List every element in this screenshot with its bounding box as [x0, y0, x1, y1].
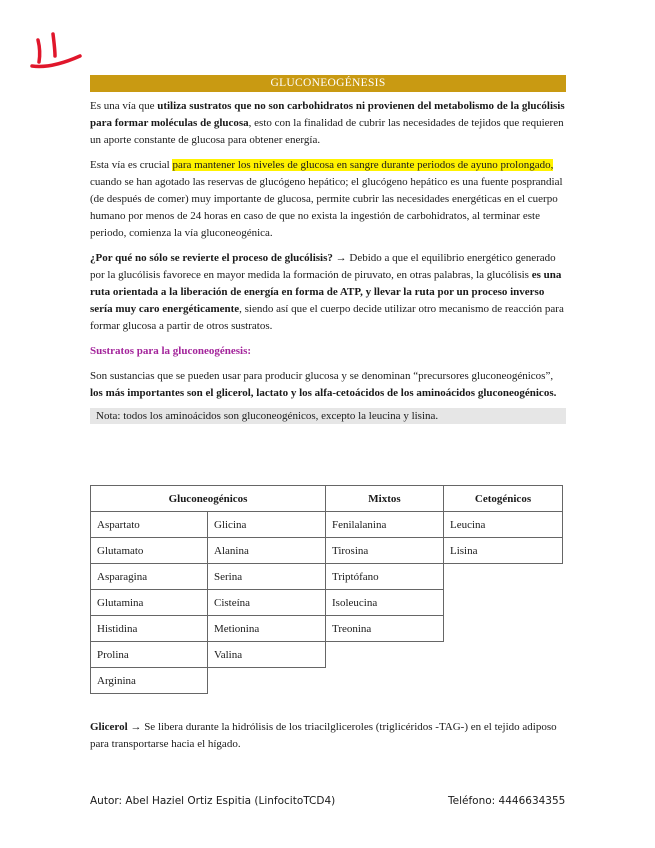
header-gluconeogenicos: Gluconeogénicos: [91, 486, 326, 512]
paragraph-glicerol: Glicerol → Se libera durante la hidrólisis de los triacilgliceroles (triglicéridos -TAG-) en el tejido adiposo para transportarse hacia el hígado.: [90, 721, 557, 750]
amino-acid-table: [90, 485, 563, 694]
amino-acid-table-wrap: [90, 485, 563, 694]
header-cetogenicos: Cetogénicos: [444, 486, 563, 512]
paragraph-substrates: Son sustancias que se pueden usar para producir glucosa y se denominan “precursores gluconeogénicos”, los más importantes son el glicerol, lactato y los alfa-cetoácidos de los aminoácidos gluconeogénicos.: [90, 370, 557, 399]
page-title: GLUCONEOGÉNESIS: [90, 75, 566, 92]
main-content: [90, 98, 566, 432]
footer-phone: Teléfono: 4446634355: [448, 795, 566, 807]
table-row: Asparagina Serina Triptófano: [91, 564, 563, 590]
paragraph-importance: Esta vía es crucial para mantener los niveles de glucosa en sangre durante periodos de ayuno prolongado, cuando se han agotado las reservas de glucógeno hepático; el glucógeno hepático es una fuente posprandial (de después de comer) muy importante de glucosa, permite cubrir las necesidades energéticas en el cuerpo humano por menos de 24 horas en caso de que no exista la ingestión de carbohidratos, al terminar este periodo, comienza la vía gluconeogénica.: [90, 159, 563, 239]
table-row: Aspartato Glicina Fenilalanina Leucina: [91, 512, 563, 538]
section-subtitle: Sustratos para la gluconeogénesis:: [90, 345, 252, 357]
footer-author: Autor: Abel Haziel Ortiz Espitia (LinfocitoTCD4): [90, 795, 336, 807]
note-box: Nota: todos los aminoácidos son gluconeogénicos, excepto la leucina y lisina.: [90, 408, 566, 424]
table-row: Prolina Valina: [91, 642, 563, 668]
table-row: Arginina: [91, 668, 563, 694]
table-row: Histidina Metionina Treonina: [91, 616, 563, 642]
paragraph-why: ¿Por qué no sólo se revierte el proceso de glucólisis? → Debido a que el equilibrio energético generado por la glucólisis favorece en mayor medida la formación de piruvato, en otras palabras, la glucólisis es una ruta orientada a la liberación de energía en forma de ATP, y llevar la ruta por un proceso inverso sería muy caro energéticamente, siendo así que el cuerpo decide utilizar otro mecanismo de reacción para formar glucosa a partir de otros sustratos.: [90, 252, 564, 332]
handwritten-mark: [28, 28, 86, 72]
table-row: Glutamina Cisteína Isoleucina: [91, 590, 563, 616]
header-mixtos: Mixtos: [326, 486, 444, 512]
paragraph-intro: Es una vía que utiliza sustratos que no son carbohidratos ni provienen del metabolismo de la glucólisis para formar moléculas de glucosa, esto con la finalidad de cubrir las necesidades de tejidos que requieren un aporte constante de glucosa para obtener energía.: [90, 100, 565, 146]
table-row: Glutamato Alanina Tirosina Lisina: [91, 538, 563, 564]
highlighted-text: para mantener los niveles de glucosa en sangre durante periodos de ayuno prolongado,: [172, 159, 554, 171]
